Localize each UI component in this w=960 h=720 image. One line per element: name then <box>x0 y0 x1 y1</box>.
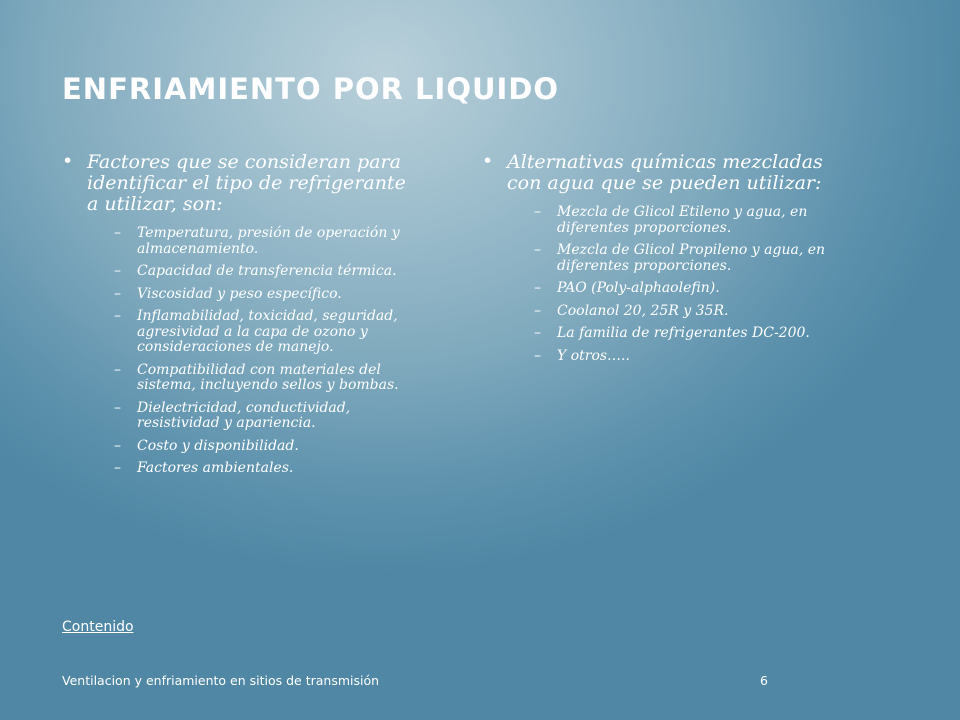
list-item-text: Capacidad de transferencia térmica. <box>137 263 397 279</box>
slide-title: ENFRIAMIENTO POR LIQUIDO <box>62 72 560 106</box>
list-item <box>114 309 407 356</box>
list-item <box>534 205 827 236</box>
dash-marker: – <box>534 347 541 364</box>
right-sub-list <box>482 205 827 364</box>
list-item <box>534 304 827 320</box>
list-item <box>114 439 407 455</box>
dash-marker: – <box>114 225 121 241</box>
list-item-text: Coolanol 20, 25R y 35R. <box>557 302 729 319</box>
dash-marker: – <box>114 285 121 302</box>
right-column <box>482 152 827 371</box>
dash-marker: – <box>114 361 121 378</box>
list-item <box>114 287 407 303</box>
dash-marker: – <box>534 302 541 319</box>
list-item-text: Mezcla de Glicol Propileno y agua, en diferentes proporciones. <box>557 242 826 274</box>
list-item-text: Y otros….. <box>557 347 630 364</box>
list-item-text: Inflamabilidad, toxicidad, seguridad, agresividad a la capa de ozono y consideraciones de manejo. <box>137 308 398 355</box>
list-item-text: Compatibilidad con materiales del sistema, incluyendo sellos y bombas. <box>137 361 399 393</box>
list-item <box>534 349 827 365</box>
list-item-text: Viscosidad y peso específico. <box>137 285 342 302</box>
dash-marker: – <box>114 263 121 279</box>
list-item <box>534 243 827 274</box>
list-item <box>534 281 827 297</box>
right-heading: Alternativas químicas mezcladas con agua que se pueden utilizar: <box>507 151 823 194</box>
list-item <box>114 363 407 394</box>
contenido-link[interactable]: Contenido <box>62 619 134 635</box>
dash-marker: – <box>114 460 121 476</box>
dash-marker: – <box>534 325 541 341</box>
list-item-text: Factores ambientales. <box>137 460 294 476</box>
list-item <box>114 264 407 280</box>
right-main-bullet <box>482 152 827 194</box>
bullet-dot: • <box>62 150 74 172</box>
dash-marker: – <box>534 242 541 258</box>
dash-marker: – <box>114 308 121 324</box>
left-column <box>62 152 407 484</box>
page-number: 6 <box>760 673 768 688</box>
list-item <box>114 461 407 477</box>
dash-marker: – <box>114 399 121 416</box>
left-main-bullet <box>62 152 407 215</box>
footer-text: Ventilacion y enfriamiento en sitios de transmisión <box>62 673 380 688</box>
list-item-text: Mezcla de Glicol Etileno y agua, en diferentes proporciones. <box>557 204 808 236</box>
list-item <box>114 226 407 257</box>
list-item-text: Temperatura, presión de operación y almacenamiento. <box>137 225 400 257</box>
dash-marker: – <box>114 437 121 454</box>
list-item <box>534 326 827 342</box>
left-heading: Factores que se consideran para identificar el tipo de refrigerante a utilizar, son: <box>87 151 406 215</box>
list-item-text: La familia de refrigerantes DC-200. <box>557 325 810 341</box>
bullet-dot: • <box>482 150 494 172</box>
dash-marker: – <box>534 204 541 220</box>
list-item-text: Dielectricidad, conductividad, resistividad y apariencia. <box>137 399 351 431</box>
list-item-text: PAO (Poly-alphaolefin). <box>557 280 720 296</box>
list-item <box>114 401 407 432</box>
list-item-text: Costo y disponibilidad. <box>137 437 299 454</box>
dash-marker: – <box>534 280 541 296</box>
left-sub-list <box>62 226 407 477</box>
